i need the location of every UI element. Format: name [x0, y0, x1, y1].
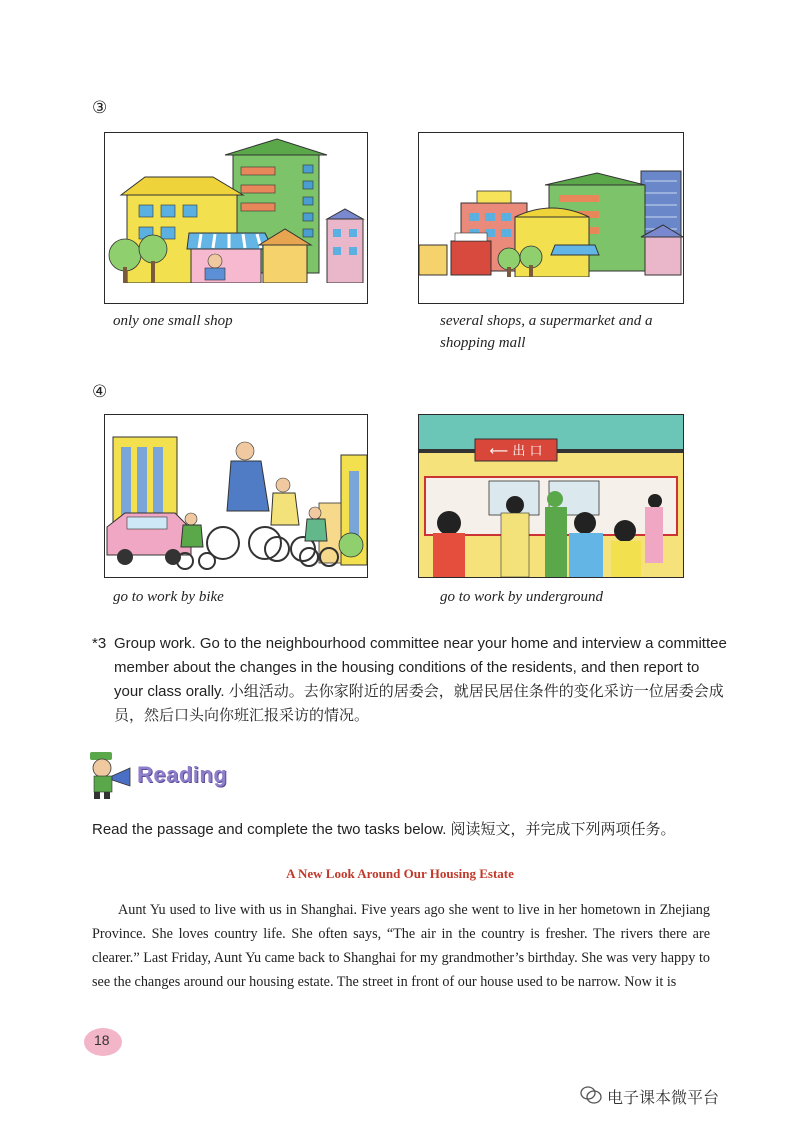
page-number: 18 [84, 1028, 122, 1056]
bike-caption: go to work by bike [113, 589, 224, 605]
group-work-task [92, 632, 732, 728]
small-shop-caption: only one small shop [113, 313, 233, 329]
section-4-number: ④ [92, 382, 108, 402]
watermark-text: 电子课本微平台 [607, 1088, 720, 1107]
small-shop-illustration [104, 132, 368, 304]
shopping-mall-caption: several shops, a supermarket and a shopping mall [440, 313, 653, 351]
reading-mascot-icon [86, 748, 134, 800]
wechat-icon [580, 1086, 602, 1104]
underground-illustration [418, 414, 684, 578]
bike-illustration [104, 414, 368, 578]
passage-paragraph: Aunt Yu used to live with us in Shanghai. Five years ago she went to live in her hometown in Zhejiang Province. She loves country life. She often says, “The air in the country is fresher. The rivers there are clearer.” Last Friday, Aunt Yu came back to Shanghai for my grandmother’s birthday. She was very happy to see the changes around our housing estate. The street in front of our house used to be narrow. Now it is [92, 902, 710, 990]
reading-passage [92, 898, 710, 994]
article-title: A New Look Around Our Housing Estate [286, 866, 514, 881]
task-text: Group work. Go to the neighbourhood committee near your home and interview a committee member about the changes in the housing conditions of the residents, and then report to your class orally. 小组活动。去你家附近的居委会，就居民居住条件的变化采访一位居委会成员，然后口头向你班汇报采访的情况。 [114, 635, 727, 724]
underground-caption: go to work by underground [440, 589, 604, 605]
task-number: *3 [92, 635, 107, 652]
exit-sign-text: ⟵ 出 口 [489, 444, 543, 459]
shopping-mall-illustration [418, 132, 684, 304]
reading-instruction: Read the passage and complete the two tasks below. 阅读短文，并完成下列两项任务。 [92, 821, 676, 838]
section-3-number: ③ [92, 98, 108, 118]
reading-heading: Reading [137, 762, 228, 787]
